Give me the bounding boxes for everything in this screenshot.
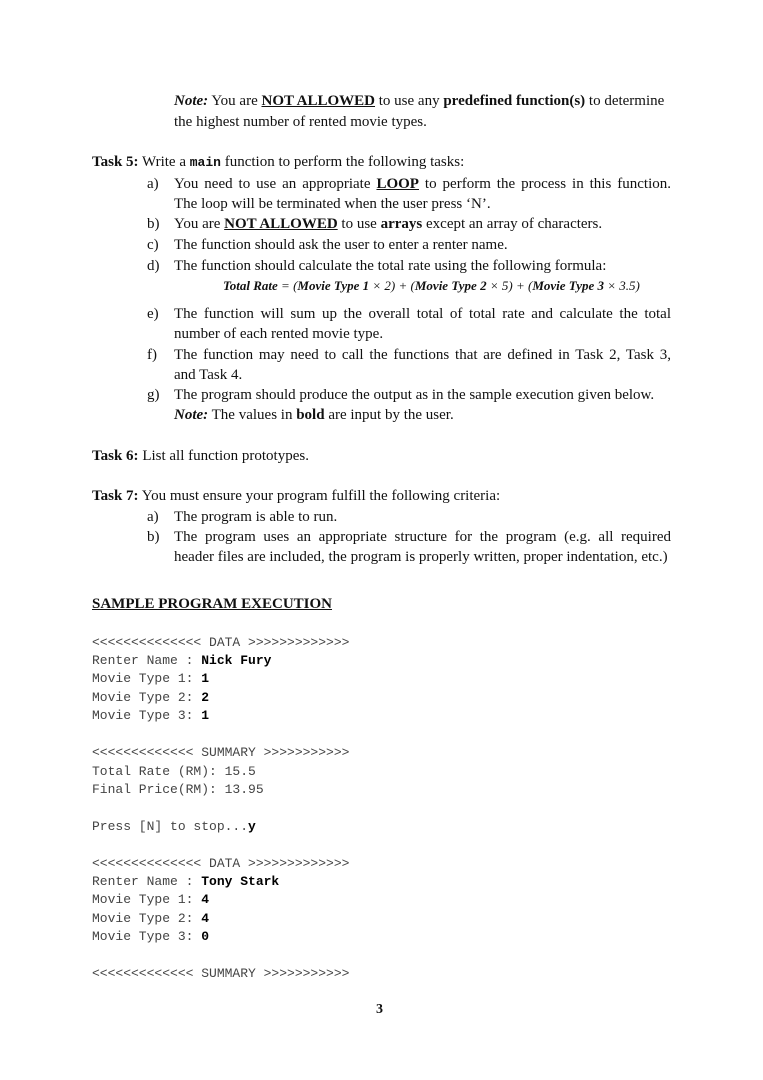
task5-f-label: f) (147, 347, 157, 363)
console-summary-header-1: <<<<<<<<<<<<< SUMMARY >>>>>>>>>>> (92, 745, 350, 760)
sample-heading: SAMPLE PROGRAM EXECUTION (92, 596, 333, 612)
console-total-rate: Total Rate (RM): 15.5 (92, 764, 256, 779)
note-line-2: the highest number of rented movie types. (174, 114, 427, 130)
task5-d-label: d) (147, 258, 160, 274)
console-mt3-line-1: Movie Type 3: 1 (92, 708, 210, 723)
console-mt3-line-2: Movie Type 3: 0 (92, 929, 210, 944)
console-data-header-2: <<<<<<<<<<<<<< DATA >>>>>>>>>>>>> (92, 856, 350, 871)
console-data-header-1: <<<<<<<<<<<<<< DATA >>>>>>>>>>>>> (92, 635, 350, 650)
console-mt1-line-1: Movie Type 1: 1 (92, 671, 210, 686)
not-allowed-emphasis: NOT ALLOWED (261, 93, 376, 109)
console-renter-line-2: Renter Name : Tony Stark (92, 874, 280, 889)
task5-e-line-1: The function will sum up the overall total of total rate and calculate the total (174, 306, 671, 322)
task7-b-line-1: The program uses an appropriate structure for the program (e.g. all required (174, 529, 671, 545)
page-number: 3 (376, 1002, 383, 1017)
task5-c-label: c) (147, 237, 159, 253)
task5-d-line: The function should calculate the total rate using the following formula: (174, 258, 607, 274)
task5-c-line: The function should ask the user to enter a renter name. (174, 237, 508, 253)
console-final-price: Final Price(RM): 13.95 (92, 782, 264, 797)
console-mt2-line-2: Movie Type 2: 4 (92, 911, 210, 926)
console-mt1-line-2: Movie Type 1: 4 (92, 892, 210, 907)
task5-b-label: b) (147, 216, 160, 232)
console-mt2-line-1: Movie Type 2: 2 (92, 690, 210, 705)
task5-f-line-1: The function may need to call the functions that are defined in Task 2, Task 3, (174, 347, 671, 363)
main-keyword: main (189, 155, 221, 170)
task6-heading: Task 6: List all function prototypes. (92, 448, 309, 464)
console-summary-header-2: <<<<<<<<<<<<< SUMMARY >>>>>>>>>>> (92, 966, 350, 981)
task7-a-label: a) (147, 509, 159, 525)
task5-heading: Task 5: Write a main function to perform the following tasks: (92, 154, 465, 170)
console-renter-line-1: Renter Name : Nick Fury (92, 653, 272, 668)
task7-b-label: b) (147, 529, 160, 545)
note-line-1: Note: You are NOT ALLOWED to use any predefined function(s) to determine (174, 93, 665, 109)
task7-a-line: The program is able to run. (174, 509, 338, 525)
note-label: Note: (174, 93, 209, 109)
task5-g-line-2: Note: The values in bold are input by the user. (174, 407, 454, 423)
task5-e-line-2: number of each rented movie type. (174, 326, 384, 342)
task5-b-line: You are NOT ALLOWED to use arrays except an array of characters. (174, 216, 603, 232)
task5-e-label: e) (147, 306, 159, 322)
task5-a-label: a) (147, 176, 159, 192)
console-press-line: Press [N] to stop...y (92, 819, 256, 834)
task7-b-line-2: header files are included, the program is properly written, proper indentation, etc.) (174, 549, 668, 565)
total-rate-formula: Total Rate = (Movie Type 1 × 2) + (Movie Type 2 × 5) + (Movie Type 3 × 3.5) (223, 278, 640, 293)
task5-a-line-1: You need to use an appropriate LOOP to perform the process in this function. (174, 176, 671, 192)
task5-f-line-2: and Task 4. (174, 367, 243, 383)
task5-g-label: g) (147, 387, 160, 403)
task5-g-line-1: The program should produce the output as in the sample execution given below. (174, 387, 655, 403)
task7-heading: Task 7: You must ensure your program fulfill the following criteria: (92, 488, 501, 504)
task5-a-line-2: The loop will be terminated when the user press ‘N’. (174, 196, 491, 212)
